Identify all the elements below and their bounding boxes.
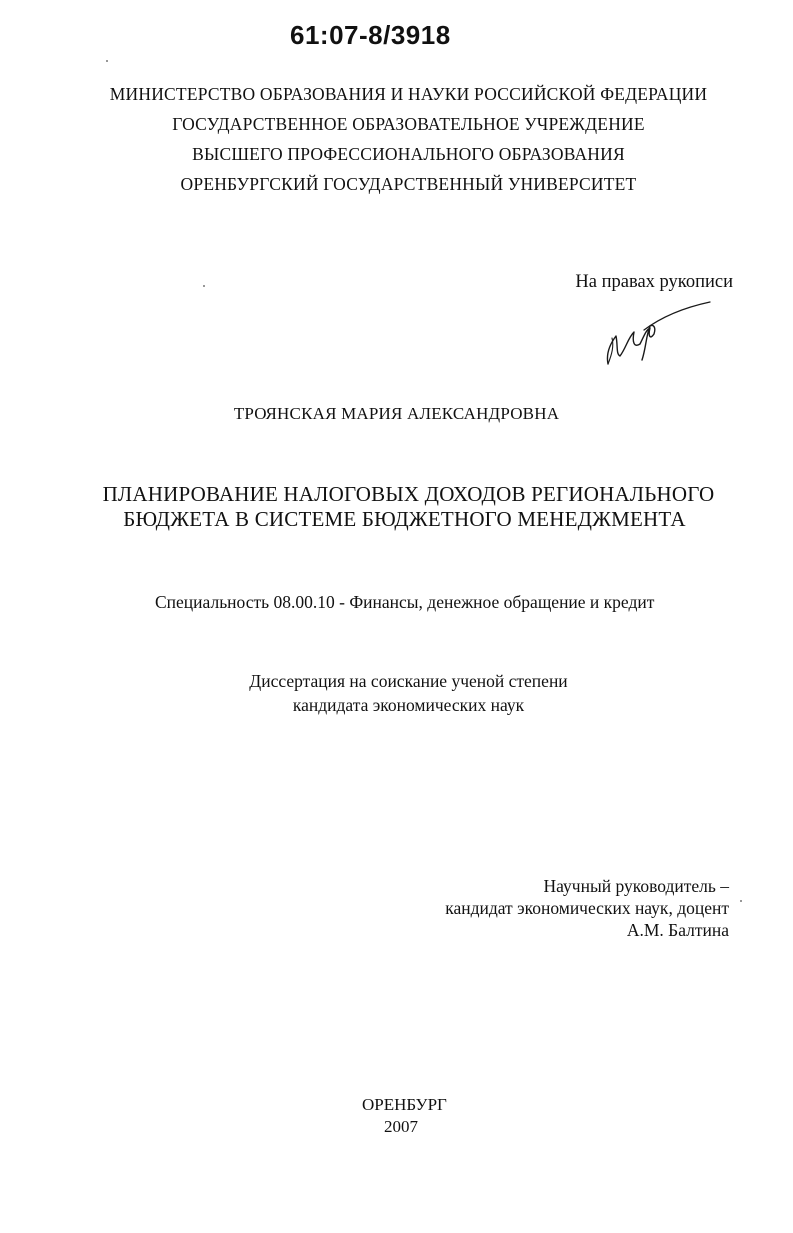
organization-line-institution: ГОСУДАРСТВЕННОЕ ОБРАЗОВАТЕЛЬНОЕ УЧРЕЖДЕНИЕ — [172, 114, 645, 134]
dissertation-title-line-1: ПЛАНИРОВАНИЕ НАЛОГОВЫХ ДОХОДОВ РЕГИОНАЛЬНОГО — [102, 482, 715, 506]
document-code: 61:07-8/3918 — [290, 20, 451, 50]
dissertation-title-line-2: БЮДЖЕТА В СИСТЕМЕ БЮДЖЕТНОГО МЕНЕДЖМЕНТА — [123, 507, 686, 531]
organization-line-ministry: МИНИСТЕРСТВО ОБРАЗОВАНИЯ И НАУКИ РОССИЙСКОЙ ФЕДЕРАЦИИ — [109, 84, 708, 104]
signature-icon — [598, 296, 718, 371]
organization-line-education: ВЫСШЕГО ПРОФЕССИОНАЛЬНОГО ОБРАЗОВАНИЯ — [192, 144, 625, 164]
degree-line-1: Диссертация на соискание ученой степени — [249, 671, 568, 691]
supervisor-role: Научный руководитель – — [543, 876, 729, 896]
scan-speck — [203, 285, 205, 287]
supervisor-name: А.М. Балтина — [626, 920, 729, 940]
scan-speck — [740, 900, 742, 902]
supervisor-block — [445, 875, 729, 941]
scan-speck — [106, 60, 108, 62]
supervisor-degree: кандидат экономических наук, доцент — [445, 898, 729, 918]
year: 2007 — [384, 1117, 418, 1136]
organization-line-university: ОРЕНБУРГСКИЙ ГОСУДАРСТВЕННЫЙ УНИВЕРСИТЕТ — [180, 174, 637, 194]
manuscript-note: На правах рукописи — [575, 272, 733, 292]
city: ОРЕНБУРГ — [362, 1095, 447, 1114]
specialty-line: Специальность 08.00.10 - Финансы, денежное обращение и кредит — [155, 592, 655, 612]
author-name: ТРОЯНСКАЯ МАРИЯ АЛЕКСАНДРОВНА — [233, 404, 560, 423]
degree-line-2: кандидата экономических наук — [292, 695, 525, 715]
